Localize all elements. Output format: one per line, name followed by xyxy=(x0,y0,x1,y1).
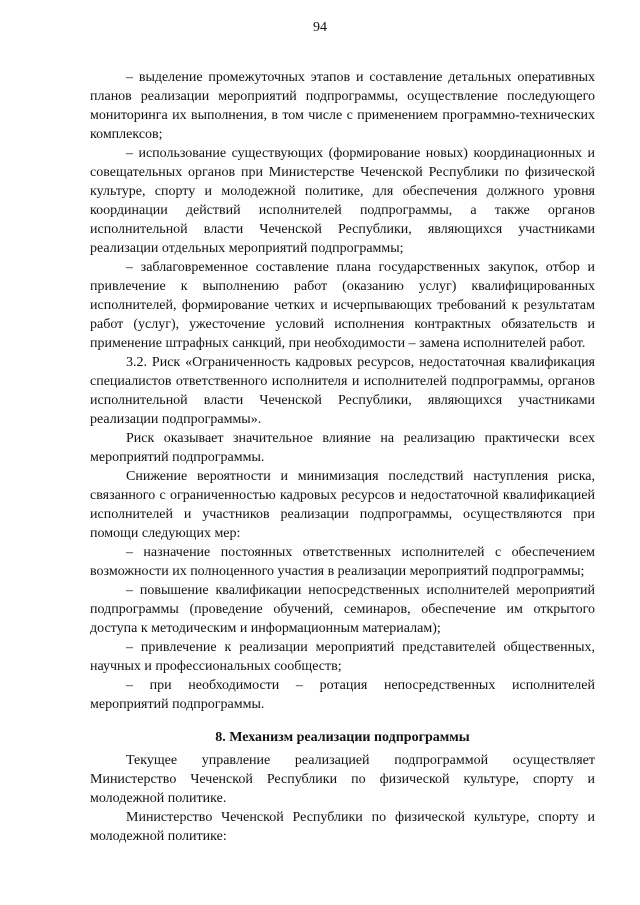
paragraph: Текущее управление реализацией подпрограммой осуществляет Министерство Чеченской Республики по физической культуре, спорту и молодежной политике. xyxy=(90,753,595,806)
paragraph: – повышение квалификации непосредственных исполнителей мероприятий подпрограммы (проведение обучений, семинаров, обеспечение им открытого доступа к методическим и информационным материалам); xyxy=(90,583,595,636)
paragraph: – использование существующих (формирование новых) координационных и совещательных органов при Министерстве Чеченской Республики по физической культуре, спорту и молодежной политике, для обеспечения должного уровня координации действий исполнителей подпрограммы, а также органов исполнительной власти Чеченской Республики, являющихся участниками реализации отдельных мероприятий подпрограммы; xyxy=(90,146,595,256)
paragraph: – заблаговременное составление плана государственных закупок, отбор и привлечение к выполнению работ (оказанию услуг) квалифицированных исполнителей, формирование четких и исчерпывающих требований к результатам работ (услуг), ужесточение условий исполнения контрактных обязательств и применение штрафных санкций, при необходимости – замена исполнителей работ. xyxy=(90,260,595,351)
paragraph: – при необходимости – ротация непосредственных исполнителей мероприятий подпрограммы. xyxy=(90,678,595,712)
section-heading: 8. Механизм реализации подпрограммы xyxy=(215,730,470,745)
paragraph: Министерство Чеченской Республики по физической культуре, спорту и молодежной политике: xyxy=(90,810,595,844)
paragraph: Снижение вероятности и минимизация последствий наступления риска, связанного с ограниченностью кадровых ресурсов и недостаточной квалификацией исполнителей и участников реализации подпрограммы, осуществляются при помощи следующих мер: xyxy=(90,469,595,541)
paragraph: Риск оказывает значительное влияние на реализацию практически всех мероприятий подпрограммы. xyxy=(90,431,595,465)
page-content xyxy=(90,68,595,846)
page-number: 94 xyxy=(313,20,327,35)
paragraph: – выделение промежуточных этапов и составление детальных оперативных планов реализации мероприятий подпрограммы, осуществление последующего мониторинга их выполнения, в том числе с применением программно-технических комплексов; xyxy=(90,70,595,142)
paragraph: 3.2. Риск «Ограниченность кадровых ресурсов, недостаточная квалификация специалистов ответственного исполнителя и исполнителей подпрограммы, органов исполнительной власти Чеченской Республики, являющихся участниками реализации подпрограммы». xyxy=(90,355,595,427)
paragraph: – назначение постоянных ответственных исполнителей с обеспечением возможности их полноценного участия в реализации мероприятий подпрограммы; xyxy=(90,545,595,579)
paragraph: – привлечение к реализации мероприятий представителей общественных, научных и профессиональных сообществ; xyxy=(90,640,595,674)
